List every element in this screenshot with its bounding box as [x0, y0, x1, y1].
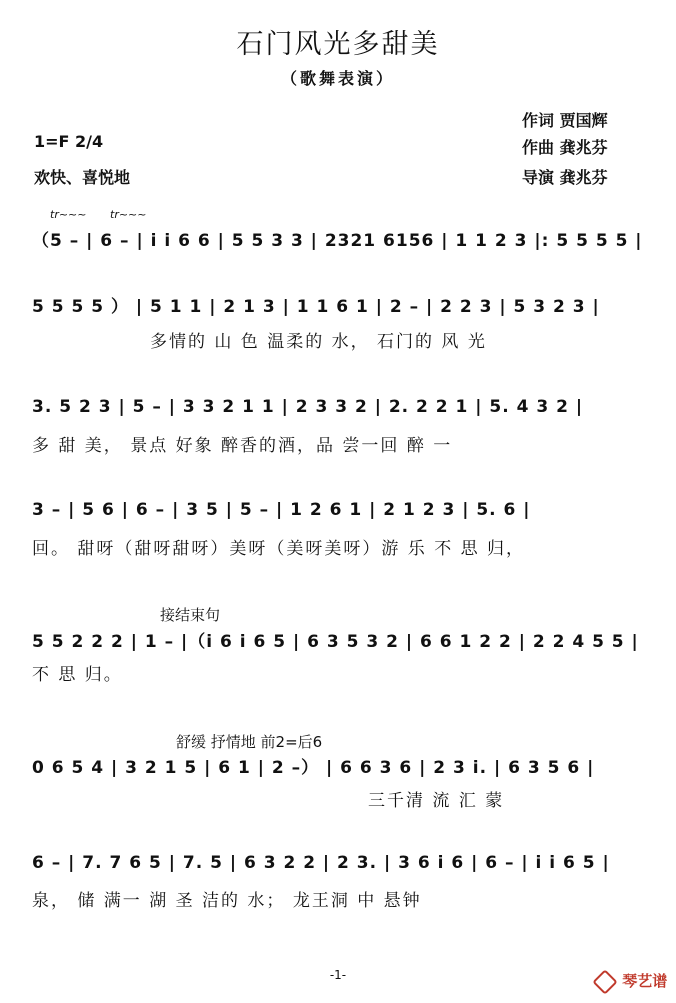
tempo-change-label: 舒缓 抒情地 前2=后6 [176, 733, 323, 751]
key-signature: 1=F 2/4 [34, 132, 104, 151]
trill-ornament: tr~~~ [110, 208, 147, 221]
logo-text: 琴艺谱 [622, 972, 668, 990]
director-credit: 导演 龚兆芬 [522, 168, 608, 187]
page-number: -1- [329, 968, 347, 982]
logo-icon [592, 969, 617, 994]
brand-logo[interactable] [596, 970, 667, 991]
notation-line-7: 6 – | 7. 7 6 5 | 7. 5 | 6 3 2 2 | 2 3. | 3 6 i 6 | 6 – | i i 6 5 | [32, 853, 610, 873]
notation-line-1: （5 – | 6 – | i i 6 6 | 5 5 3 3 | 2321 6156 | 1 1 2 3 |: 5 5 5 5 | [32, 231, 643, 251]
tempo-marking: 欢快、喜悦地 [34, 168, 131, 187]
lyrics-line-6: 三千清 流 汇 蒙 [368, 791, 505, 811]
trill-ornament: tr~~~ [50, 208, 87, 221]
lyrics-line-2: 多情的 山 色 温柔的 水， 石门的 风 光 [150, 332, 487, 352]
notation-line-3: 3. 5 2 3 | 5 – | 3 3 2 1 1 | 2 3 3 2 | 2. 2 2 1 | 5. 4 3 2 | [32, 397, 584, 417]
lyrics-line-4: 回。 甜呀（甜呀甜呀）美呀（美呀美呀）游 乐 不 思 归， [32, 539, 526, 559]
notation-line-6: 0 6 5 4 | 3 2 1 5 | 6 1 | 2 –） | 6 6 3 6 | 2 3 i. | 6 3 5 6 | [32, 758, 595, 778]
song-title: 石门风光多甜美 [236, 29, 440, 60]
section-label: 接结束句 [160, 606, 221, 624]
notation-line-4: 3 – | 5 6 | 6 – | 3 5 | 5 – | 1 2 6 1 | 2 1 2 3 | 5. 6 | [32, 500, 531, 520]
song-subtitle: （歌舞表演） [280, 69, 395, 88]
notation-line-2: 5 5 5 5 ） | 5 1 1 | 2 1 3 | 1 1 6 1 | 2 – | 2 2 3 | 5 3 2 3 | [32, 297, 600, 317]
lyricist-credit: 作词 贾国辉 [522, 111, 608, 130]
notation-line-5: 5 5 2 2 2 | 1 – |（i 6 i 6 5 | 6 3 5 3 2 | 6 6 1 2 2 | 2 2 4 5 5 | [32, 632, 639, 652]
lyrics-line-7: 泉， 储 满一 湖 圣 洁的 水； 龙王洞 中 悬钟 [32, 891, 422, 911]
lyrics-line-5: 不 思 归。 [32, 665, 123, 685]
lyrics-line-3: 多 甜 美， 景点 好象 醉香的酒，品 尝一回 醉 一 [32, 436, 453, 456]
composer-credit: 作曲 龚兆芬 [522, 138, 608, 157]
